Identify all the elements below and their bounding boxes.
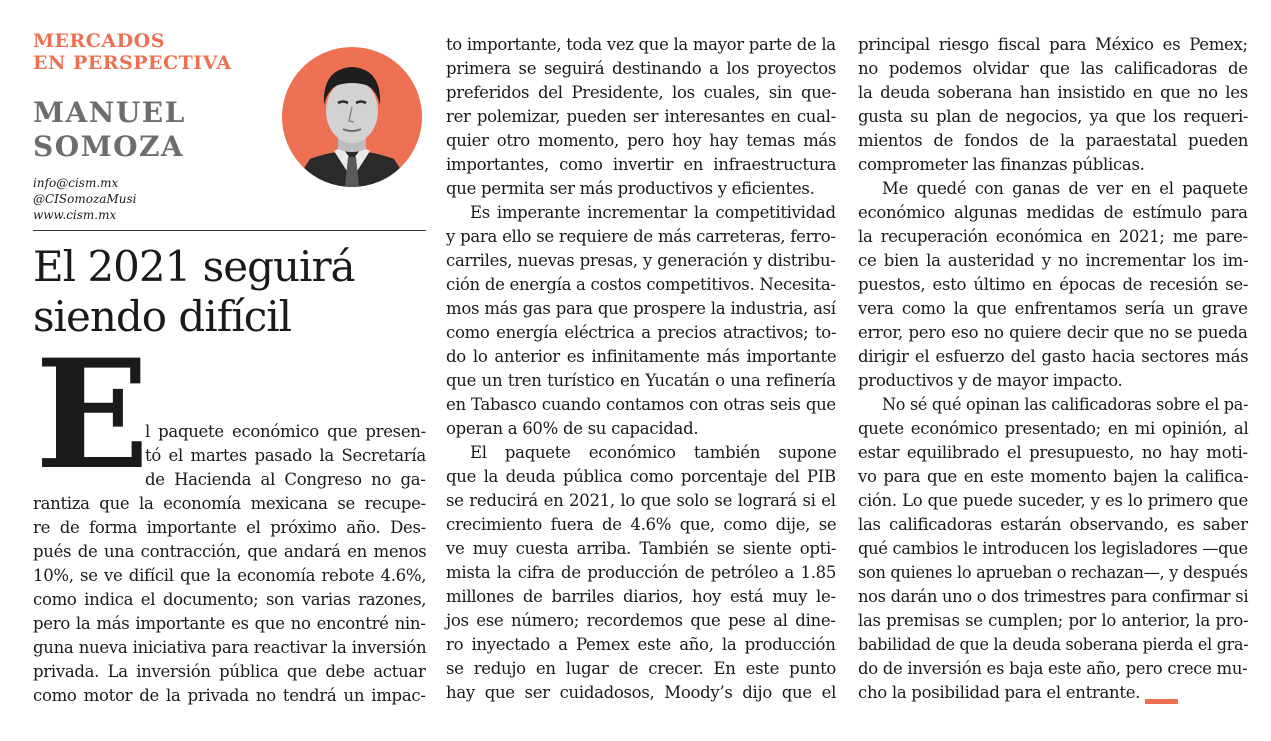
article-line: gusta su plan de negocios, ya que los requeri- — [858, 107, 1249, 126]
article-line: de Hacienda al Congreso no ga- — [145, 470, 426, 489]
article-line: ro inyectado a Pemex este año, la producción — [446, 635, 836, 654]
article-line: millones de barriles diarios, hoy está muy le- — [446, 587, 836, 606]
article-line: quete económico presentado; en mi opinión, al — [858, 419, 1249, 438]
article-line: pero la más importante es que no encontré nin- — [33, 614, 426, 633]
article-line: cho la posibilidad para el entrante. — [858, 683, 1141, 702]
article-line: 10%, se ve difícil que la economía rebote 4.6%, — [33, 566, 427, 585]
author-photo — [282, 47, 422, 187]
article-line: carriles, nuevas presas, y generación y distribu- — [446, 251, 836, 270]
article-line: hay que ser cuidadosos, Moody’s dijo que el — [446, 683, 837, 702]
article-line: como motor de la privada no tendrá un impac- — [33, 686, 426, 705]
article-line: vo para que en este momento bajen la califica- — [858, 467, 1249, 486]
article-line: do lo anterior es infinitamente más importante — [446, 347, 837, 366]
drop-cap: E — [35, 327, 150, 503]
article-line: económico algunas medidas de estímulo para — [858, 203, 1248, 222]
article-line: la recuperación económica en 2021; me pare- — [858, 227, 1248, 246]
article-line: quier otro momento, pero hoy hay temas más — [446, 131, 837, 150]
article-line: las calificadoras estarán observando, es saber — [858, 515, 1248, 534]
article-line: primera se seguirá destinando a los proyectos — [446, 59, 837, 78]
article-line: babilidad de que la deuda soberana pierda el gra- — [858, 635, 1249, 654]
article-line: privada. La inversión pública que debe actuar — [33, 662, 426, 681]
author-name: MANUEL SOMOZA — [33, 96, 186, 163]
article-line: Me quedé con ganas de ver en el paquete — [882, 179, 1248, 198]
article-line: principal riesgo fiscal para México es Pemex; — [858, 35, 1248, 54]
article-line: importantes, como invertir en infraestructura — [446, 155, 837, 174]
article-line: guna nueva iniciativa para reactivar la inversión — [33, 638, 427, 657]
article-line: ción. Lo que puede suceder, y es lo primero que — [858, 491, 1248, 510]
article-line: re de forma importante el próximo año. Des- — [33, 518, 426, 537]
article-line: to importante, toda vez que la mayor parte de la — [446, 35, 836, 54]
article-line: rantiza que la economía mexicana se recupe- — [33, 494, 426, 513]
article-line: Es imperante incrementar la competitividad — [470, 203, 836, 222]
article-line: pués de una contracción, que andará en menos — [33, 542, 427, 561]
article-line: operan a 60% de su capacidad. — [446, 419, 699, 438]
article-line: vera como la que enfrentamos sería un grave — [858, 299, 1248, 318]
article-line: comprometer las finanzas públicas. — [858, 155, 1145, 174]
article-line: son quienes lo aprueban o rechazan—, y después — [858, 563, 1248, 582]
article-line: puestos, esto último en épocas de recesión se- — [858, 275, 1249, 294]
article-line: se reducirá en 2021, lo que solo se logrará si el — [446, 491, 836, 510]
article-line: No sé qué opinan las calificadoras sobre el pa- — [882, 395, 1249, 414]
author-portrait-image — [282, 47, 422, 187]
article-line: El paquete económico también supone — [470, 443, 837, 462]
article-line: como energía eléctrica a precios atractivos; to- — [446, 323, 837, 342]
article-line: do de inversión es baja este año, pero crece mu- — [858, 659, 1248, 678]
article-line: crecimiento fuera de 4.6% que, como dije, se — [446, 515, 837, 534]
article-line: se redujo en lugar de crecer. En este punto — [446, 659, 837, 678]
article-line: error, pero eso no quiere decir que no se pueda — [858, 323, 1248, 342]
article-line: l paquete económico que presen- — [145, 422, 426, 441]
article-line: ve muy cuesta arriba. También se siente opti- — [446, 539, 837, 558]
article-line: preferidos del Presidente, los cuales, sin que- — [446, 83, 837, 102]
article-line: nos darán uno o dos trimestres para confirmar si — [858, 587, 1249, 606]
article-line: ce bien la austeridad y no incrementar los im- — [858, 251, 1249, 270]
author-twitter: @CISomozaMusi — [33, 192, 137, 206]
article-end-mark — [1145, 699, 1178, 704]
article-headline: El 2021 seguirá siendo difícil — [33, 242, 355, 341]
section-title: MERCADOS EN PERSPECTIVA — [33, 30, 232, 74]
article-line: tó el martes pasado la Secretaría — [145, 446, 426, 465]
article-line: jos ese número; recordemos que pese al dine- — [446, 611, 836, 630]
article-line: mista la cifra de producción de petróleo a 1.85 — [446, 563, 837, 582]
article-line: mientos de fondos de la paraestatal pueden — [858, 131, 1249, 150]
article-line: que la deuda pública como porcentaje del PIB — [446, 467, 836, 486]
article-line: ción de energía a costos competitivos. Necesita- — [446, 275, 836, 294]
article-line: las premisas se cumplen; por lo anterior, la pro- — [858, 611, 1249, 630]
author-website: www.cism.mx — [33, 208, 117, 222]
header-divider — [33, 230, 426, 231]
article-line: mos más gas para que prospere la industria, así — [446, 299, 836, 318]
article-line: productivos y de mayor impacto. — [858, 371, 1123, 390]
article-line: y para ello se requiere de más carreteras, ferro- — [446, 227, 836, 246]
article-line: dirigir el esfuerzo del gasto hacia sectores más — [858, 347, 1249, 366]
article-line: que un tren turístico en Yucatán o una refinería — [446, 371, 836, 390]
article-line: no podemos olvidar que las calificadoras de — [858, 59, 1248, 78]
article-line: qué cambios le introducen los legisladores —que — [858, 539, 1248, 558]
article-line: estar equilibrado el presupuesto, no hay moti- — [858, 443, 1248, 462]
author-contacts — [33, 175, 273, 223]
article-line: que permita ser más productivos y eficientes. — [446, 179, 815, 198]
article-line: en Tabasco cuando contamos con otras seis que — [446, 395, 836, 414]
article-line: como indica el documento; son varias razones, — [33, 590, 427, 609]
article-line: rer polemizar, pueden ser interesantes en cual- — [446, 107, 836, 126]
article-line: la deuda soberana han insistido en que no les — [858, 83, 1248, 102]
author-email: info@cism.mx — [33, 176, 119, 190]
